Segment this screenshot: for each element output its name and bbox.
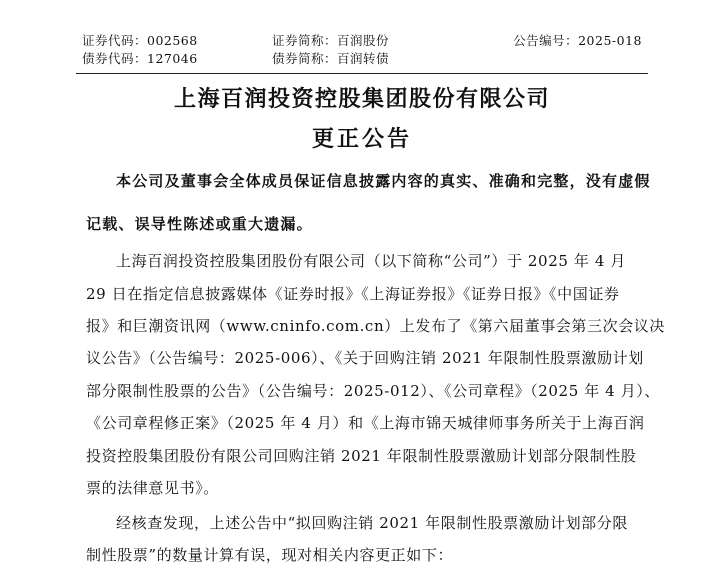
statement-line: 本公司及董事会全体成员保证信息披露内容的真实、准确和完整，没有虚假: [116, 172, 651, 190]
paragraph-line: 报》和巨潮资讯网（www.cninfo.com.cn）上发布了《第六届董事会第三次会议决: [86, 317, 666, 335]
paragraph-line: 《公司章程修正案》（2025 年 4 月）和《上海市锦天城律师事务所关于上海百润: [86, 414, 645, 432]
notice-title: 更正公告: [311, 127, 412, 152]
stock-code: 证券代码：002568: [82, 33, 198, 48]
paragraph-line: 议公告》（公告编号：2025-006）、《关于回购注销 2021 年限制性股票激励计划: [86, 349, 644, 367]
paragraph-line: 制性股票”的数量计算有误，现对相关内容更正如下：: [86, 546, 454, 564]
company-title: 上海百润投资控股集团股份有限公司: [173, 87, 550, 112]
paragraph-line: 经核查发现，上述公告中“拟回购注销 2021 年限制性股票激励计划部分限: [116, 514, 628, 532]
paragraph-line: 投资控股集团股份有限公司回购注销 2021 年限制性股票激励计划部分限制性股: [86, 447, 637, 465]
notice-number: 公告编号：2025-018: [513, 33, 642, 48]
stock-abbreviation: 证券简称：百润股份: [272, 33, 390, 48]
header-row-securities: [82, 32, 642, 50]
header-row-bonds: [82, 50, 642, 68]
statement-line: 记载、误导性陈述或重大遗漏。: [86, 215, 313, 233]
bond-abbreviation: 债券简称：百润转债: [272, 51, 390, 66]
paragraph-line: 上海百润投资控股集团股份有限公司（以下简称“公司”）于 2025 年 4 月: [116, 252, 626, 270]
paragraph-line: 29 日在指定信息披露媒体《证券时报》《上海证券报》《证券日报》《中国证券: [86, 285, 620, 303]
bond-code: 债券代码：127046: [82, 51, 198, 66]
paragraph-line: 部分限制性股票的公告》（公告编号：2025-012）、《公司章程》（2025 年 4 月）、: [86, 382, 660, 400]
header-divider: [76, 73, 648, 74]
paragraph-line: 票的法律意见书》。: [86, 479, 219, 497]
